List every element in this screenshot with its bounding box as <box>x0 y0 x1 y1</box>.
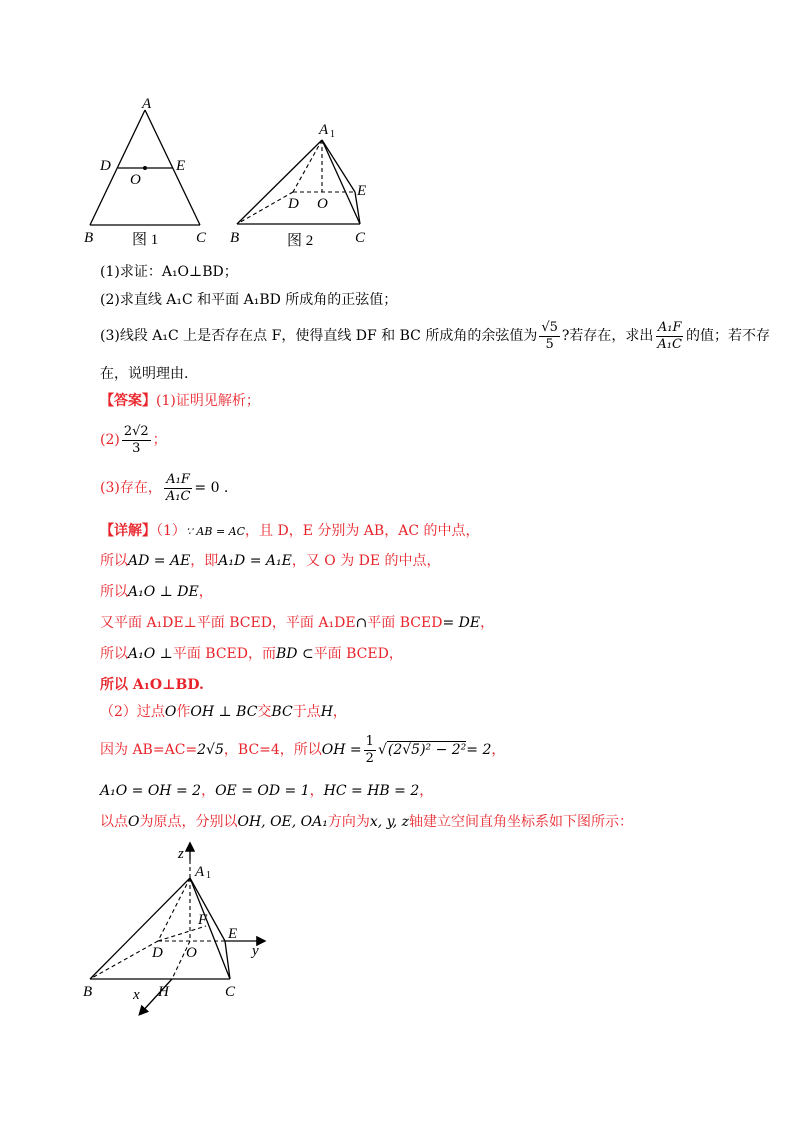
answer-label: 【答案】 <box>100 393 156 409</box>
detail-l5-c: 平面 BCED， <box>313 646 403 662</box>
answer-3-suffix: = 0 . <box>194 480 229 496</box>
label-C: C <box>225 984 236 1000</box>
detail-l10-c: 方向为 <box>327 814 370 830</box>
q3-ratio-den: A₁C <box>657 336 682 352</box>
label-D: D <box>152 945 163 961</box>
detail-l7-e: ， <box>332 704 347 720</box>
detail-line-6: 所以 A₁O⊥BD. <box>100 677 204 693</box>
detail-l10-m2: OH, OE, OA₁ <box>237 814 328 830</box>
detail-l4-m2: = DE <box>442 615 481 631</box>
detail-l8-a: 因为 AB=AC= <box>100 742 198 758</box>
detail-l3-m: A₁O ⊥ DE <box>128 584 199 600</box>
figure-2-pyramid <box>225 112 385 252</box>
detail-l5-m: A₁O ⊥ <box>128 646 173 662</box>
detail-l7-m3: BC <box>271 704 293 720</box>
axis-label-y: y <box>252 943 259 959</box>
detail-l7-m4: H <box>320 704 333 720</box>
detail-l7-c: 交 <box>257 704 272 720</box>
detail-l4-a: 又平面 A₁DE⊥平面 BCED，平面 A₁DE <box>100 615 356 631</box>
detail-l9-b: ， <box>309 783 324 799</box>
q3-cos-fraction <box>539 320 560 353</box>
detail-l8-m2a: OH = <box>321 742 362 758</box>
detail-l2-b: ，即 <box>190 553 219 569</box>
detail-l9-a: ， <box>201 783 216 799</box>
detail-line-7 <box>100 702 347 722</box>
answer-2-fraction <box>122 424 151 457</box>
detail-line-1 <box>100 521 479 542</box>
q3-cos-num: √5 <box>541 319 558 335</box>
detail-l8-m1: 2√5 <box>197 742 224 758</box>
detail-l7-m2: OH ⊥ BC <box>190 704 258 720</box>
detail-l1-b: ，且 D，E 分别为 AB，AC 的中点， <box>245 523 480 539</box>
detail-l9-m2: OE = OD = 1 <box>215 783 310 799</box>
label-B: B <box>83 984 93 1000</box>
detail-l2-c: ，又 O 为 DE 的中点， <box>291 553 441 569</box>
detail-l5-a: 所以 <box>100 646 128 662</box>
detail-l8-b: ，BC=4，所以 <box>223 742 322 758</box>
question-1: (1)求证：A₁O⊥BD； <box>100 264 238 280</box>
label-O: O <box>130 172 141 188</box>
answer-2-suffix: ； <box>152 432 167 448</box>
detail-l10-m3: x, y, z <box>369 814 409 830</box>
answer-3-fraction <box>164 472 193 505</box>
detail-l10-a: 以点 <box>100 814 128 830</box>
label-E: E <box>228 926 238 942</box>
detail-l5-b: 平面 BCED，而 <box>172 646 276 662</box>
figure-3-coordinate-system <box>78 838 288 1018</box>
detail-l7-d: 于点 <box>292 704 321 720</box>
detail-l8-fraction <box>364 734 376 767</box>
detail-line-9 <box>100 781 433 801</box>
q3-text-c: 的值；若不存 <box>685 328 770 344</box>
detail-l4-m: ∩ <box>355 615 368 631</box>
caption-fig2: 图 2 <box>287 233 314 249</box>
detail-line-10 <box>100 812 633 832</box>
label-B: B <box>84 230 94 246</box>
detail-l4-b: 平面 BCED <box>367 615 443 631</box>
detail-l2-a: 所以 <box>100 553 128 569</box>
answer-2 <box>100 420 167 460</box>
detail-l8-m2b: (2√5)² − 2² <box>387 742 467 758</box>
q3-text-b: ?若存在，求出 <box>561 328 654 344</box>
detail-l2-m2: A₁D = A₁E <box>218 553 292 569</box>
answer-2-num: 2√2 <box>123 423 149 439</box>
label-A1-sub: 1 <box>330 129 335 140</box>
label-C: C <box>355 230 366 246</box>
detail-l9-c: ， <box>419 783 434 799</box>
detail-l3-b: ， <box>198 584 213 600</box>
detail-line-5 <box>100 644 403 664</box>
q3-text-a: (3)线段 A₁C 上是否存在点 F，使得直线 DF 和 BC 所成角的余弦值为 <box>100 328 538 344</box>
label-E: E <box>176 158 186 174</box>
answer-3 <box>100 468 228 508</box>
detail-line-3 <box>100 582 213 602</box>
axis-label-z: z <box>178 846 184 862</box>
detail-l9-m3: HC = HB = 2 <box>323 783 420 799</box>
label-F: F <box>198 912 208 928</box>
label-C: C <box>196 230 207 246</box>
label-B: B <box>230 230 240 246</box>
axis-label-x: x <box>133 987 140 1003</box>
q3-ratio-num: A₁F <box>657 319 682 335</box>
answer-2-den: 3 <box>132 440 141 456</box>
label-E: E <box>357 183 367 199</box>
figure-1-triangle <box>80 92 220 252</box>
detail-l8-frac-num: 1 <box>365 733 374 749</box>
caption-fig1: 图 1 <box>132 232 159 248</box>
detail-l1-math: ∵ AB = AC <box>185 525 246 538</box>
label-A1: A <box>319 122 329 138</box>
detail-l7-a: （2）过点 <box>100 704 165 720</box>
q3-cos-den: 5 <box>545 336 554 352</box>
detail-label: 【详解】 <box>100 523 156 539</box>
detail-line-2 <box>100 551 441 571</box>
label-D: D <box>100 158 111 174</box>
answer-2-prefix: (2) <box>100 432 120 448</box>
detail-l7-b: 作 <box>176 704 191 720</box>
detail-l5-m2: BD ⊂ <box>275 646 314 662</box>
detail-l10-d: 轴建立空间直角坐标系如下图所示： <box>409 814 633 830</box>
answer-1 <box>100 391 260 411</box>
answer-3-num: A₁F <box>166 471 190 487</box>
detail-line-4 <box>100 613 494 633</box>
detail-l9-m1: A₁O = OH = 2 <box>100 783 202 799</box>
question-3-cont: 在，说明理由. <box>100 366 189 382</box>
detail-l3-a: 所以 <box>100 584 128 600</box>
detail-l7-m1: O <box>164 704 177 720</box>
label-O: O <box>317 196 328 212</box>
question-3 <box>100 318 770 354</box>
sqrt-sign-icon: √ <box>377 742 387 758</box>
label-A1: A <box>195 864 205 880</box>
detail-l10-b: 为原点，分别以 <box>139 814 238 830</box>
label-A1-sub: 1 <box>206 870 211 881</box>
detail-l1-a: （1） <box>156 523 186 539</box>
detail-l2-m1: AD = AE <box>128 553 191 569</box>
answer-3-den: A₁C <box>165 488 191 504</box>
detail-l10-m1: O <box>128 814 140 830</box>
detail-l8-frac-den: 2 <box>365 750 374 766</box>
detail-l8-m2c: = 2 <box>466 742 492 758</box>
answer-1-text: (1)证明见解析； <box>156 393 260 409</box>
label-H: H <box>158 984 169 1000</box>
label-A: A <box>142 96 152 112</box>
question-2: (2)求直线 A₁C 和平面 A₁BD 所成角的正弦值； <box>100 292 398 308</box>
detail-l8-c: ， <box>491 742 506 758</box>
label-D: D <box>288 196 299 212</box>
detail-line-8 <box>100 732 505 768</box>
q3-ratio-fraction <box>655 320 684 353</box>
detail-l4-c: ， <box>480 615 495 631</box>
answer-3-prefix: (3)存在， <box>100 480 162 496</box>
label-O: O <box>186 945 197 961</box>
